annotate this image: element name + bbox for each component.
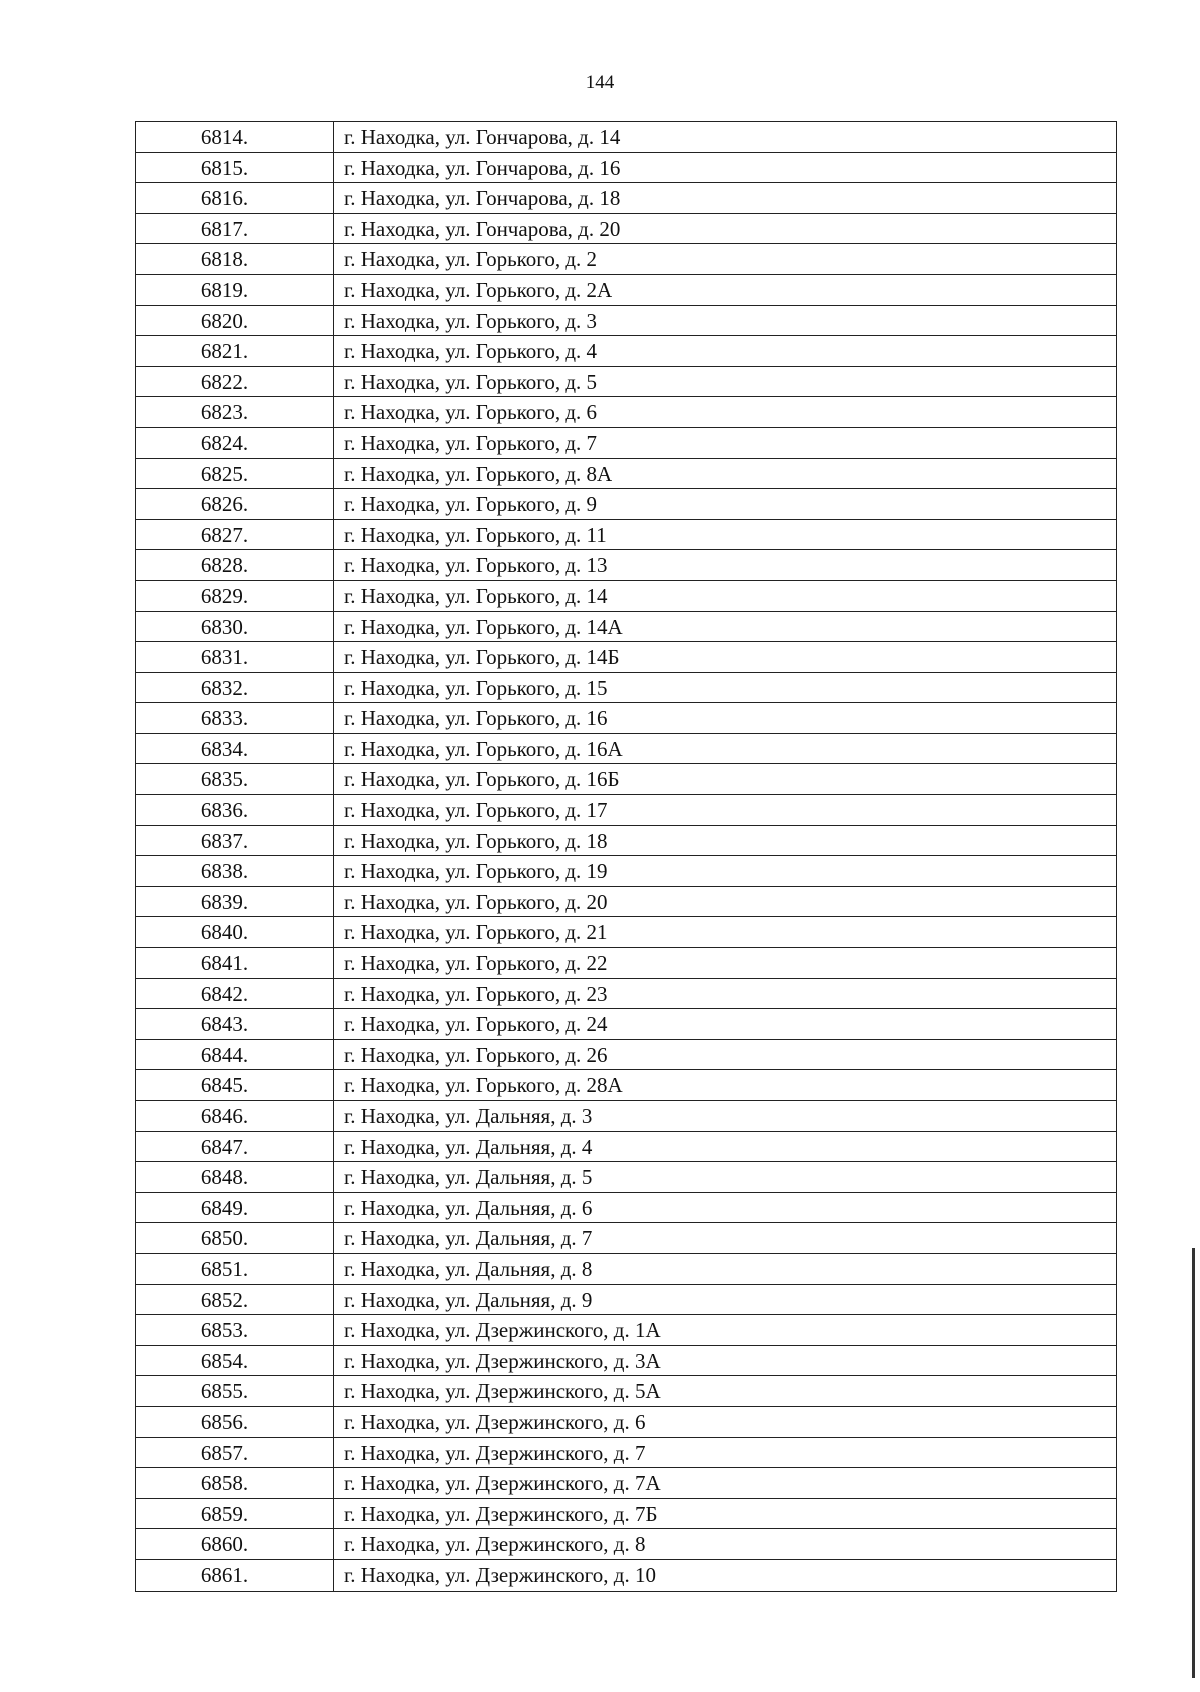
address-cell: г. Находка, ул. Горького, д. 26 bbox=[344, 1042, 608, 1067]
row-number-cell: 6821. bbox=[136, 336, 334, 366]
table-row bbox=[136, 520, 1116, 551]
table-row bbox=[136, 612, 1116, 643]
address-cell: г. Находка, ул. Горького, д. 4 bbox=[344, 339, 598, 364]
address-cell: г. Находка, ул. Дзержинского, д. 7А bbox=[344, 1471, 661, 1496]
row-number-cell: 6859. bbox=[136, 1499, 334, 1529]
table-row bbox=[136, 397, 1116, 428]
address-cell: г. Находка, ул. Гончарова, д. 20 bbox=[344, 216, 621, 241]
row-number-cell: 6819. bbox=[136, 275, 334, 305]
table-row bbox=[136, 275, 1116, 306]
address-cell: г. Находка, ул. Дзержинского, д. 5А bbox=[344, 1379, 661, 1404]
address-cell: г. Находка, ул. Горького, д. 9 bbox=[344, 492, 598, 517]
row-number-cell: 6825. bbox=[136, 459, 334, 489]
row-number-cell: 6830. bbox=[136, 612, 334, 642]
address-cell: г. Находка, ул. Дальняя, д. 9 bbox=[344, 1287, 593, 1312]
table-row bbox=[136, 1438, 1116, 1469]
table-row bbox=[136, 856, 1116, 887]
row-number-cell: 6857. bbox=[136, 1438, 334, 1468]
address-cell: г. Находка, ул. Горького, д. 17 bbox=[344, 798, 608, 823]
address-cell: г. Находка, ул. Дальняя, д. 6 bbox=[344, 1195, 593, 1220]
address-cell: г. Находка, ул. Дальняя, д. 4 bbox=[344, 1134, 593, 1159]
address-cell: г. Находка, ул. Горького, д. 14Б bbox=[344, 645, 620, 670]
table-row bbox=[136, 642, 1116, 673]
row-number-cell: 6832. bbox=[136, 673, 334, 703]
address-cell: г. Находка, ул. Горького, д. 2А bbox=[344, 277, 613, 302]
table-row bbox=[136, 703, 1116, 734]
address-cell: г. Находка, ул. Горького, д. 24 bbox=[344, 1012, 608, 1037]
address-cell: г. Находка, ул. Дзержинского, д. 7 bbox=[344, 1440, 646, 1465]
address-cell: г. Находка, ул. Дзержинского, д. 3А bbox=[344, 1348, 661, 1373]
table-row bbox=[136, 122, 1116, 153]
table-row bbox=[136, 306, 1116, 337]
table-row bbox=[136, 1254, 1116, 1285]
table-row bbox=[136, 428, 1116, 459]
row-number-cell: 6844. bbox=[136, 1040, 334, 1070]
address-cell: г. Находка, ул. Горького, д. 18 bbox=[344, 828, 608, 853]
table-row bbox=[136, 336, 1116, 367]
address-cell: г. Находка, ул. Горького, д. 15 bbox=[344, 675, 608, 700]
row-number-cell: 6831. bbox=[136, 642, 334, 672]
table-row bbox=[136, 1009, 1116, 1040]
row-number-cell: 6815. bbox=[136, 153, 334, 183]
row-number-cell: 6854. bbox=[136, 1346, 334, 1376]
address-cell: г. Находка, ул. Дзержинского, д. 1А bbox=[344, 1318, 661, 1343]
table-row bbox=[136, 1529, 1116, 1560]
table-row bbox=[136, 1499, 1116, 1530]
row-number-cell: 6822. bbox=[136, 367, 334, 397]
row-number-cell: 6817. bbox=[136, 214, 334, 244]
row-number-cell: 6856. bbox=[136, 1407, 334, 1437]
table-row bbox=[136, 244, 1116, 275]
address-cell: г. Находка, ул. Горького, д. 23 bbox=[344, 981, 608, 1006]
address-cell: г. Находка, ул. Горького, д. 16А bbox=[344, 736, 623, 761]
table-row bbox=[136, 1315, 1116, 1346]
table-row bbox=[136, 1407, 1116, 1438]
address-cell: г. Находка, ул. Дзержинского, д. 10 bbox=[344, 1562, 656, 1587]
row-number-cell: 6834. bbox=[136, 734, 334, 764]
table-row bbox=[136, 489, 1116, 520]
table-row bbox=[136, 917, 1116, 948]
address-cell: г. Находка, ул. Горького, д. 13 bbox=[344, 553, 608, 578]
table-row bbox=[136, 673, 1116, 704]
address-cell: г. Находка, ул. Дальняя, д. 5 bbox=[344, 1165, 593, 1190]
table-row bbox=[136, 153, 1116, 184]
row-number-cell: 6852. bbox=[136, 1285, 334, 1315]
scan-edge-line bbox=[1192, 1248, 1195, 1678]
row-number-cell: 6846. bbox=[136, 1101, 334, 1131]
table-row bbox=[136, 1162, 1116, 1193]
table-row bbox=[136, 459, 1116, 490]
address-cell: г. Находка, ул. Дальняя, д. 8 bbox=[344, 1256, 593, 1281]
table-row bbox=[136, 795, 1116, 826]
row-number-cell: 6814. bbox=[136, 122, 334, 152]
table-row bbox=[136, 979, 1116, 1010]
table-row bbox=[136, 1223, 1116, 1254]
table-row bbox=[136, 1132, 1116, 1163]
row-number-cell: 6843. bbox=[136, 1009, 334, 1039]
address-cell: г. Находка, ул. Горького, д. 8А bbox=[344, 461, 613, 486]
row-number-cell: 6861. bbox=[136, 1560, 334, 1591]
address-cell: г. Находка, ул. Горького, д. 16 bbox=[344, 706, 608, 731]
address-cell: г. Находка, ул. Горького, д. 28А bbox=[344, 1073, 623, 1098]
row-number-cell: 6851. bbox=[136, 1254, 334, 1284]
address-cell: г. Находка, ул. Горького, д. 2 bbox=[344, 247, 598, 272]
row-number-cell: 6820. bbox=[136, 306, 334, 336]
table-row bbox=[136, 1101, 1116, 1132]
row-number-cell: 6848. bbox=[136, 1162, 334, 1192]
row-number-cell: 6850. bbox=[136, 1223, 334, 1253]
address-cell: г. Находка, ул. Горького, д. 11 bbox=[344, 522, 607, 547]
table-row bbox=[136, 887, 1116, 918]
row-number-cell: 6858. bbox=[136, 1468, 334, 1498]
address-cell: г. Находка, ул. Дзержинского, д. 8 bbox=[344, 1532, 646, 1557]
row-number-cell: 6835. bbox=[136, 764, 334, 794]
table-row bbox=[136, 948, 1116, 979]
table-row bbox=[136, 764, 1116, 795]
table-row bbox=[136, 367, 1116, 398]
row-number-cell: 6839. bbox=[136, 887, 334, 917]
row-number-cell: 6845. bbox=[136, 1070, 334, 1100]
table-row bbox=[136, 1193, 1116, 1224]
row-number-cell: 6826. bbox=[136, 489, 334, 519]
address-cell: г. Находка, ул. Горького, д. 20 bbox=[344, 889, 608, 914]
table-row bbox=[136, 826, 1116, 857]
row-number-cell: 6828. bbox=[136, 550, 334, 580]
row-number-cell: 6827. bbox=[136, 520, 334, 550]
address-cell: г. Находка, ул. Горького, д. 14 bbox=[344, 583, 608, 608]
address-table bbox=[135, 121, 1117, 1592]
row-number-cell: 6842. bbox=[136, 979, 334, 1009]
address-cell: г. Находка, ул. Дзержинского, д. 7Б bbox=[344, 1501, 658, 1526]
row-number-cell: 6838. bbox=[136, 856, 334, 886]
row-number-cell: 6836. bbox=[136, 795, 334, 825]
row-number-cell: 6816. bbox=[136, 183, 334, 213]
row-number-cell: 6833. bbox=[136, 703, 334, 733]
address-cell: г. Находка, ул. Дальняя, д. 7 bbox=[344, 1226, 593, 1251]
address-cell: г. Находка, ул. Горького, д. 21 bbox=[344, 920, 608, 945]
address-cell: г. Находка, ул. Дзержинского, д. 6 bbox=[344, 1409, 646, 1434]
page-number: 144 bbox=[585, 72, 615, 93]
table-row bbox=[136, 183, 1116, 214]
row-number-cell: 6849. bbox=[136, 1193, 334, 1223]
row-number-cell: 6823. bbox=[136, 397, 334, 427]
address-cell: г. Находка, ул. Горького, д. 7 bbox=[344, 430, 598, 455]
address-cell: г. Находка, ул. Горького, д. 16Б bbox=[344, 767, 620, 792]
table-row bbox=[136, 1560, 1116, 1591]
address-cell: г. Находка, ул. Горького, д. 6 bbox=[344, 400, 598, 425]
address-cell: г. Находка, ул. Дальняя, д. 3 bbox=[344, 1104, 593, 1128]
address-cell: г. Находка, ул. Горького, д. 14А bbox=[344, 614, 623, 639]
table-row bbox=[136, 1285, 1116, 1316]
table-row bbox=[136, 214, 1116, 245]
table-row bbox=[136, 1040, 1116, 1071]
row-number-cell: 6847. bbox=[136, 1132, 334, 1162]
row-number-cell: 6841. bbox=[136, 948, 334, 978]
table-row bbox=[136, 1468, 1116, 1499]
address-cell: г. Находка, ул. Гончарова, д. 18 bbox=[344, 186, 621, 211]
row-number-cell: 6829. bbox=[136, 581, 334, 611]
table-row bbox=[136, 1346, 1116, 1377]
table-row bbox=[136, 581, 1116, 612]
row-number-cell: 6840. bbox=[136, 917, 334, 947]
address-cell: г. Находка, ул. Гончарова, д. 14 bbox=[344, 125, 621, 149]
row-number-cell: 6853. bbox=[136, 1315, 334, 1345]
table-row bbox=[136, 1376, 1116, 1407]
address-cell: г. Находка, ул. Горького, д. 19 bbox=[344, 859, 608, 884]
row-number-cell: 6855. bbox=[136, 1376, 334, 1406]
table-row bbox=[136, 1070, 1116, 1101]
table-row bbox=[136, 734, 1116, 765]
row-number-cell: 6860. bbox=[136, 1529, 334, 1559]
address-cell: г. Находка, ул. Горького, д. 22 bbox=[344, 951, 608, 976]
address-cell: г. Находка, ул. Горького, д. 3 bbox=[344, 308, 598, 333]
address-cell: г. Находка, ул. Гончарова, д. 16 bbox=[344, 155, 621, 180]
row-number-cell: 6824. bbox=[136, 428, 334, 458]
table-row bbox=[136, 550, 1116, 581]
address-cell: г. Находка, ул. Горького, д. 5 bbox=[344, 369, 598, 394]
row-number-cell: 6837. bbox=[136, 826, 334, 856]
row-number-cell: 6818. bbox=[136, 244, 334, 274]
